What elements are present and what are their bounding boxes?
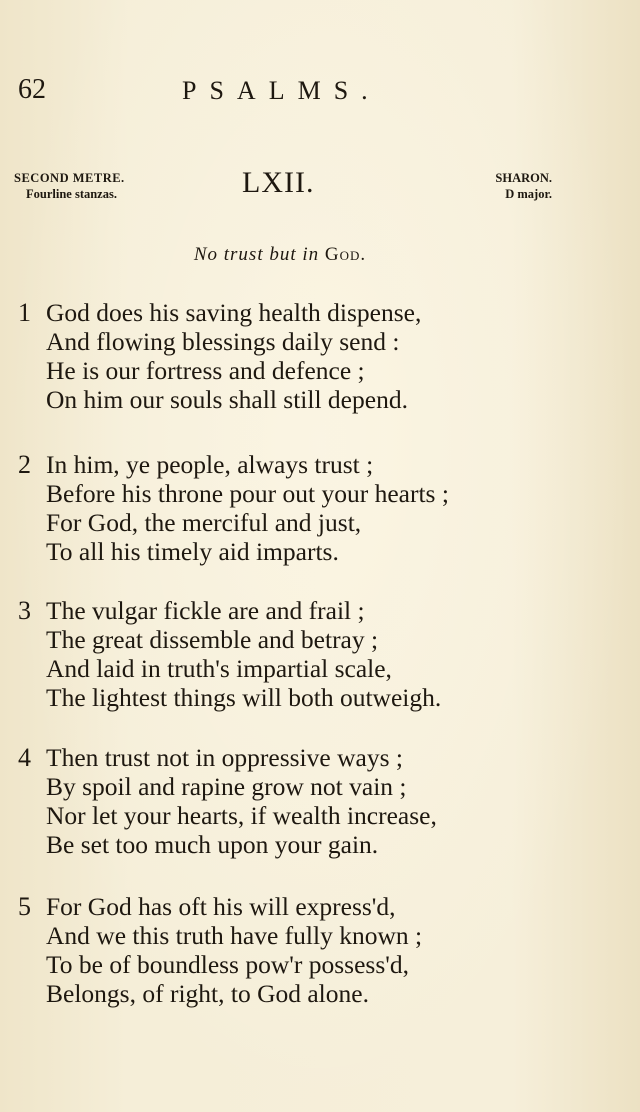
tune-name: SHARON. [495, 171, 552, 185]
verse-line: The great dissemble and betray ; [46, 625, 379, 654]
verse-line: For God, the merciful and just, [46, 508, 362, 537]
verse-line: To all his timely aid imparts. [46, 537, 339, 566]
verse-line: For God has oft his will express'd, [46, 892, 396, 921]
subtitle-text: No trust but in [193, 244, 320, 265]
verse-line: In him, ye people, always trust ; [46, 450, 374, 479]
tune-key: D major. [505, 187, 552, 201]
verse-line: By spoil and rapine grow not vain ; [46, 772, 407, 801]
verse-line: On him our souls shall still depend. [46, 385, 408, 414]
running-head: PSALMS. [182, 76, 381, 105]
psalm-subtitle [0, 244, 560, 266]
metre-line-1: SECOND METRE. [14, 171, 125, 185]
tune-label [478, 170, 552, 202]
verse-line: Then trust not in oppressive ways ; [46, 743, 403, 772]
stanza-number: 2 [18, 450, 31, 479]
verse-line: God does his saving health dispense, [46, 298, 422, 327]
stanza-number: 3 [18, 596, 31, 625]
metre-line-2: Fourline stanzas. [26, 187, 117, 201]
stanza-number: 5 [18, 892, 31, 921]
metre-label [14, 170, 125, 202]
verse-line: The vulgar fickle are and frail ; [46, 596, 365, 625]
page-number: 62 [18, 74, 46, 105]
verse-line: He is our fortress and defence ; [46, 356, 365, 385]
verse-line: And laid in truth's impartial scale, [46, 654, 392, 683]
verse-line: Be set too much upon your gain. [46, 830, 379, 859]
verse-line: The lightest things will both outweigh. [46, 683, 442, 712]
verse-line: Nor let your hearts, if wealth increase, [46, 801, 437, 830]
verse-line: Before his throne pour out your hearts ; [46, 479, 449, 508]
verse-line: To be of boundless pow'r possess'd, [46, 950, 409, 979]
stanza-number: 4 [18, 743, 31, 772]
verse-line: Belongs, of right, to God alone. [46, 979, 369, 1008]
stanza-number: 1 [18, 298, 31, 327]
subtitle-god: God. [324, 244, 367, 265]
verse-line: And we this truth have fully known ; [46, 921, 423, 950]
psalm-number: LXII. [242, 166, 315, 199]
verse-line: And flowing blessings daily send : [46, 327, 400, 356]
